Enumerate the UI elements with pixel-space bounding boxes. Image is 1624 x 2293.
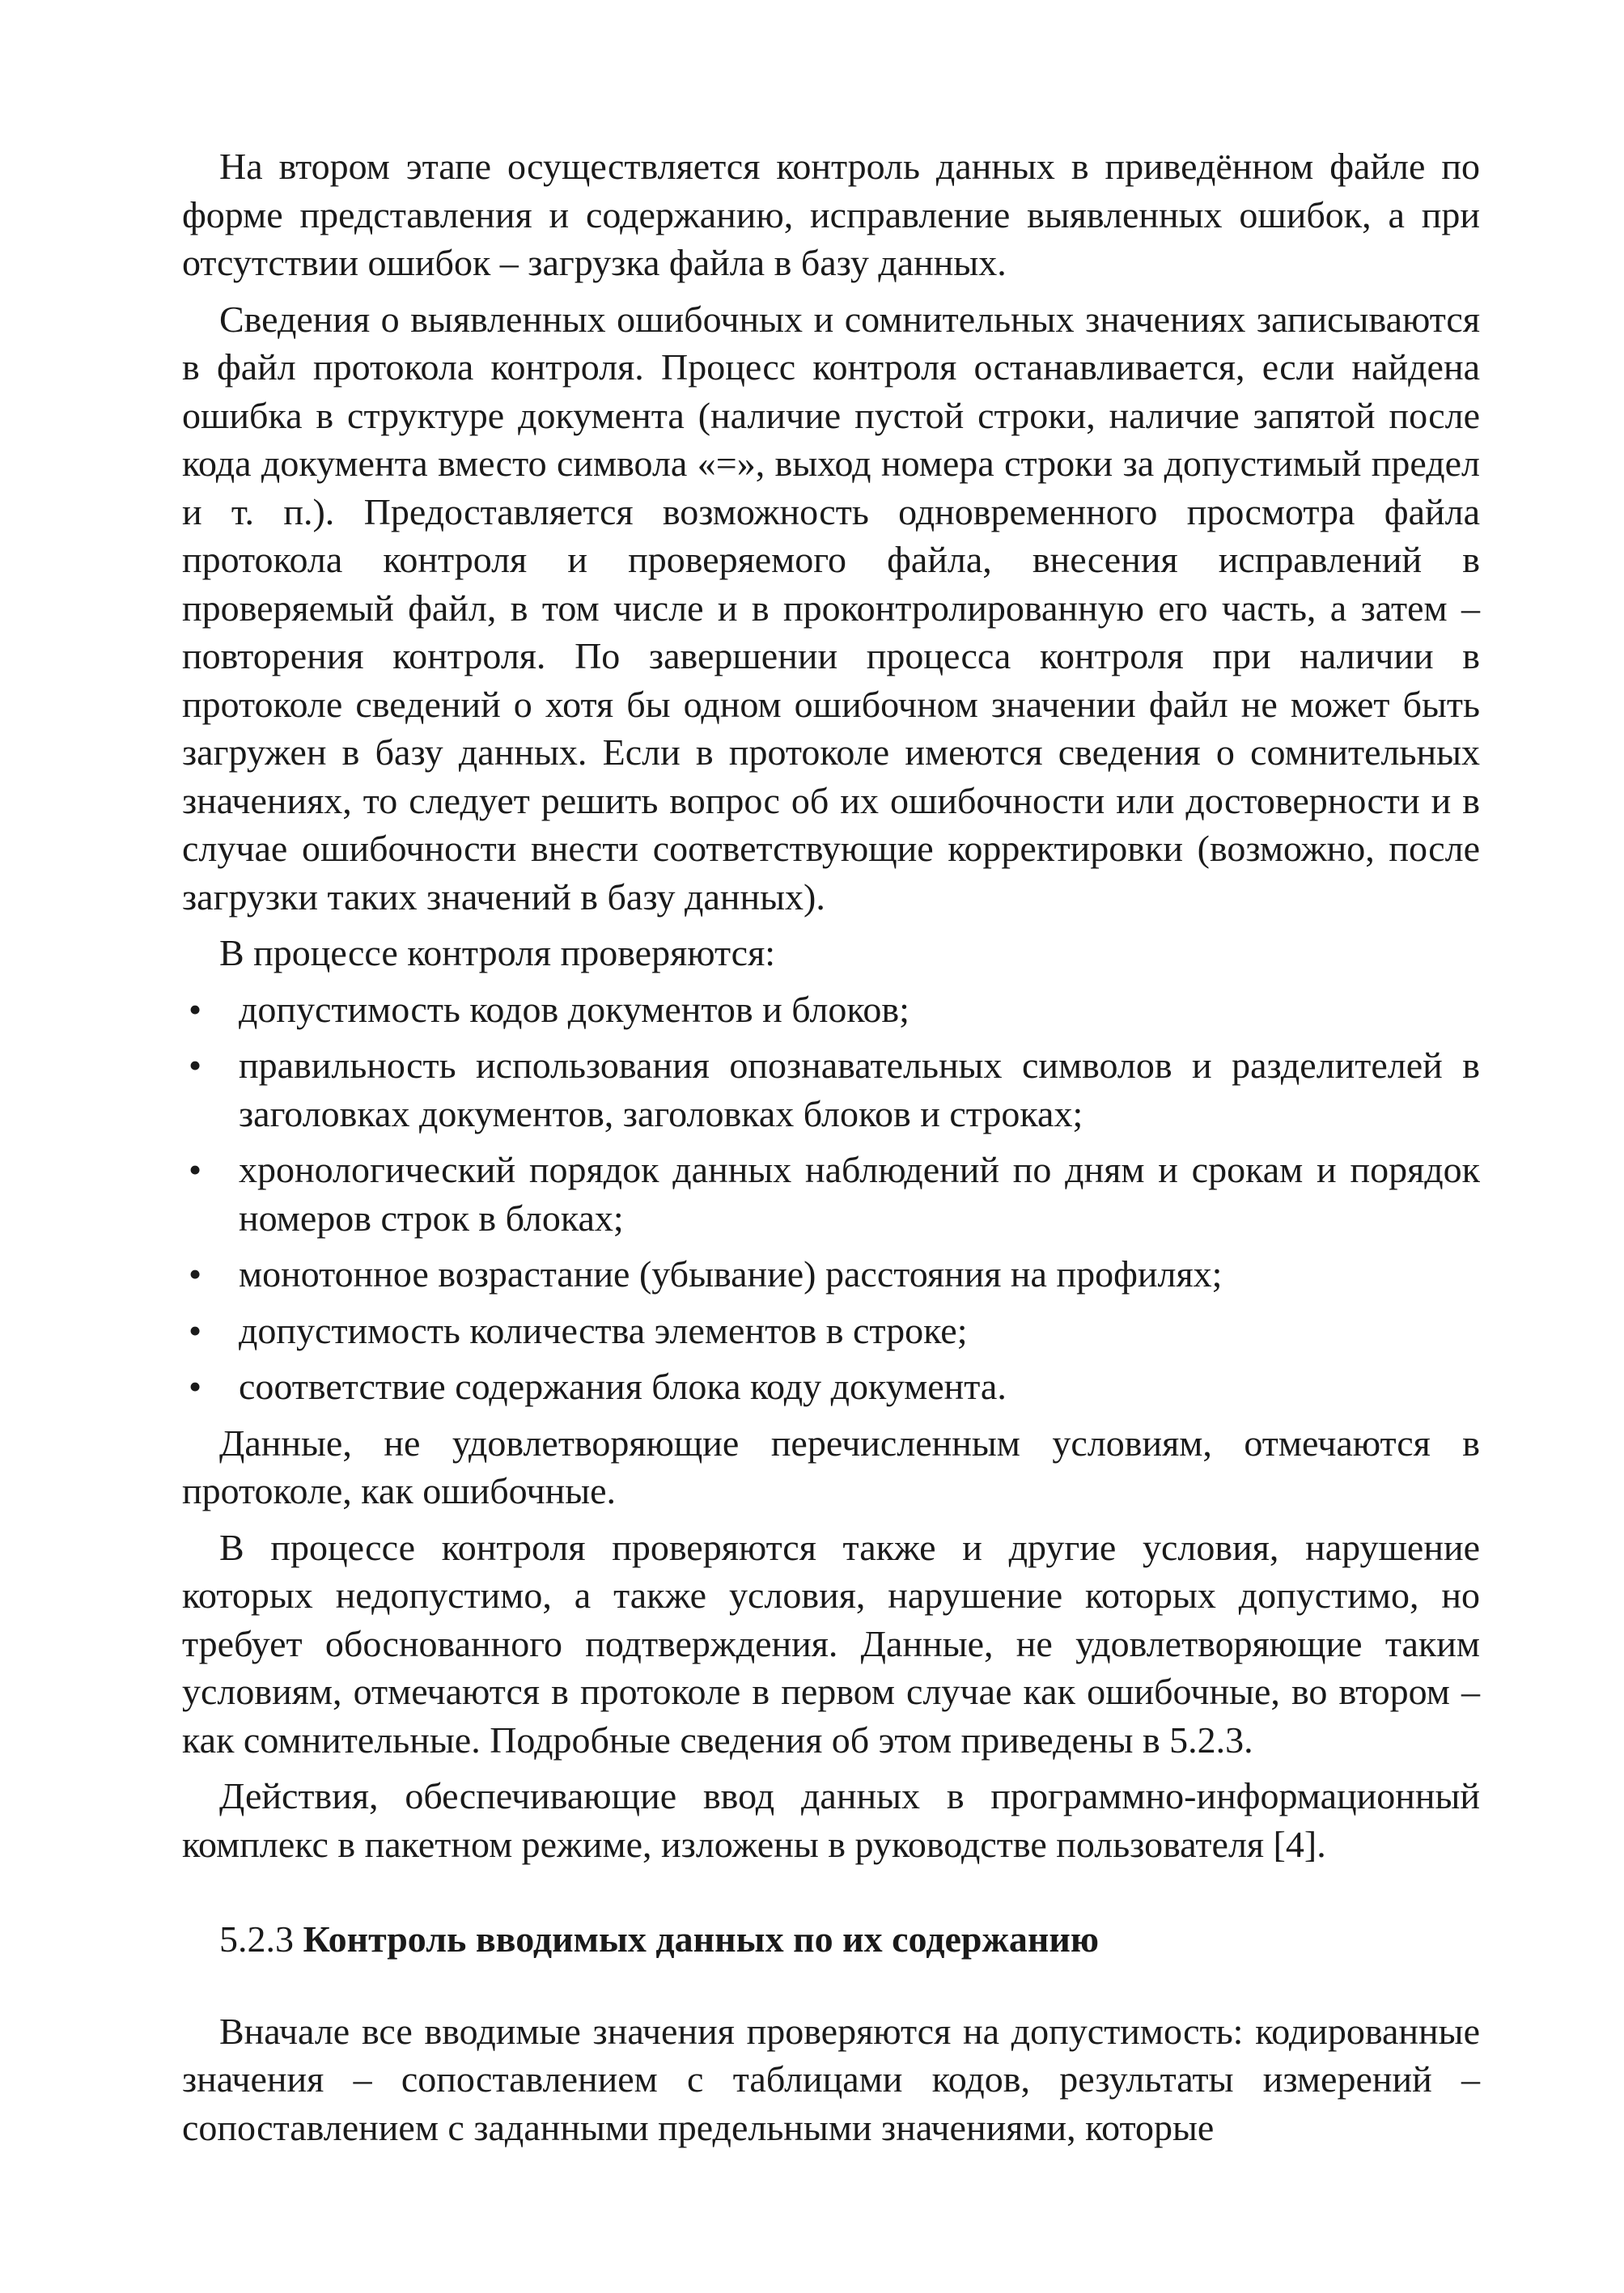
list-item-text: допустимость кодов документов и блоков; — [239, 988, 910, 1030]
bullet-icon: • — [189, 988, 202, 1030]
bullet-icon: • — [189, 1149, 202, 1190]
section-number: 5.2.3 — [219, 1918, 294, 1960]
bullet-icon: • — [189, 1253, 202, 1295]
list-item — [182, 1307, 1480, 1355]
list-item-text: монотонное возрастание (убывание) расстояния на профилях; — [239, 1253, 1223, 1295]
paragraph: Действия, обеспечивающие ввод данных в программно-информационный комплекс в пакетном режиме, изложены в руководстве пользователя [4]. — [182, 1775, 1480, 1865]
bullet-icon: • — [189, 1309, 202, 1351]
list-item-text: хронологический порядок данных наблюдений по дням и срокам и порядок номеров строк в блоках; — [239, 1149, 1480, 1239]
list-item-text: допустимость количества элементов в строке; — [239, 1309, 968, 1351]
section-heading — [219, 1915, 1480, 1964]
list-item-text: соответствие содержания блока коду документа. — [239, 1366, 1007, 1407]
paragraph: В процессе контроля проверяются также и другие условия, нарушение которых недопустимо, а также условия, нарушение которых допустимо, но требует обоснованного подтверждения. Данные, не удовлетворяющие таким условиям, отмечаются в протоколе в первом случае как ошибочные, во втором – как сомнительные. Подробные сведения об этом приведены в 5.2.3. — [182, 1526, 1480, 1761]
list-item — [182, 1363, 1480, 1411]
paragraph: Вначале все вводимые значения проверяются на допустимость: кодированные значения – сопоставлением с таблицами кодов, результаты измерений – сопоставлением с заданными предельными значениями, которые — [182, 2010, 1480, 2148]
paragraph: В процессе контроля проверяются: — [219, 932, 776, 973]
bullet-icon: • — [189, 1045, 202, 1086]
section-title: Контроль вводимых данных по их содержанию — [303, 1918, 1099, 1960]
paragraph: Данные, не удовлетворяющие перечисленным условиям, отмечаются в протоколе, как ошибочные. — [182, 1422, 1480, 1511]
list-item — [182, 985, 1480, 1034]
paragraph: Сведения о выявленных ошибочных и сомнительных значениях записываются в файл протокола контроля. Процесс контроля останавливается, если найдена ошибка в структуре документа (наличие пустой строки, наличие запятой после кода документа вместо символа «=», выход номера строки за допустимый предел и т. п.). Предоставляется возможность одновременного просмотра файла протокола контроля и проверяемого файла, внесения исправлений в проверяемый файл, в том числе и в проконтролированную его часть, а затем – повторения контроля. По завершении процесса контроля при наличии в протоколе сведений о хотя бы одном ошибочном значении файл не может быть загружен в базу данных. Если в протоколе имеются сведения о сомнительных значениях, то следует решить вопрос об их ошибочности или достоверности и в случае ошибочности внести соответствующие корректировки (возможно, после загрузки таких значений в базу данных). — [182, 298, 1480, 918]
check-list — [182, 985, 1480, 1411]
list-item — [182, 1146, 1480, 1242]
paragraph: На втором этапе осуществляется контроль данных в приведённом файле по форме представления и содержанию, исправление выявленных ошибок, а при отсутствии ошибок – загрузка файла в базу данных. — [182, 146, 1480, 283]
body-text — [182, 142, 1480, 2159]
bullet-icon: • — [189, 1366, 202, 1407]
list-item — [182, 1250, 1480, 1299]
list-item — [182, 1041, 1480, 1138]
list-item-text: правильность использования опознавательных символов и разделителей в заголовках документов, заголовках блоков и строках; — [239, 1045, 1480, 1134]
